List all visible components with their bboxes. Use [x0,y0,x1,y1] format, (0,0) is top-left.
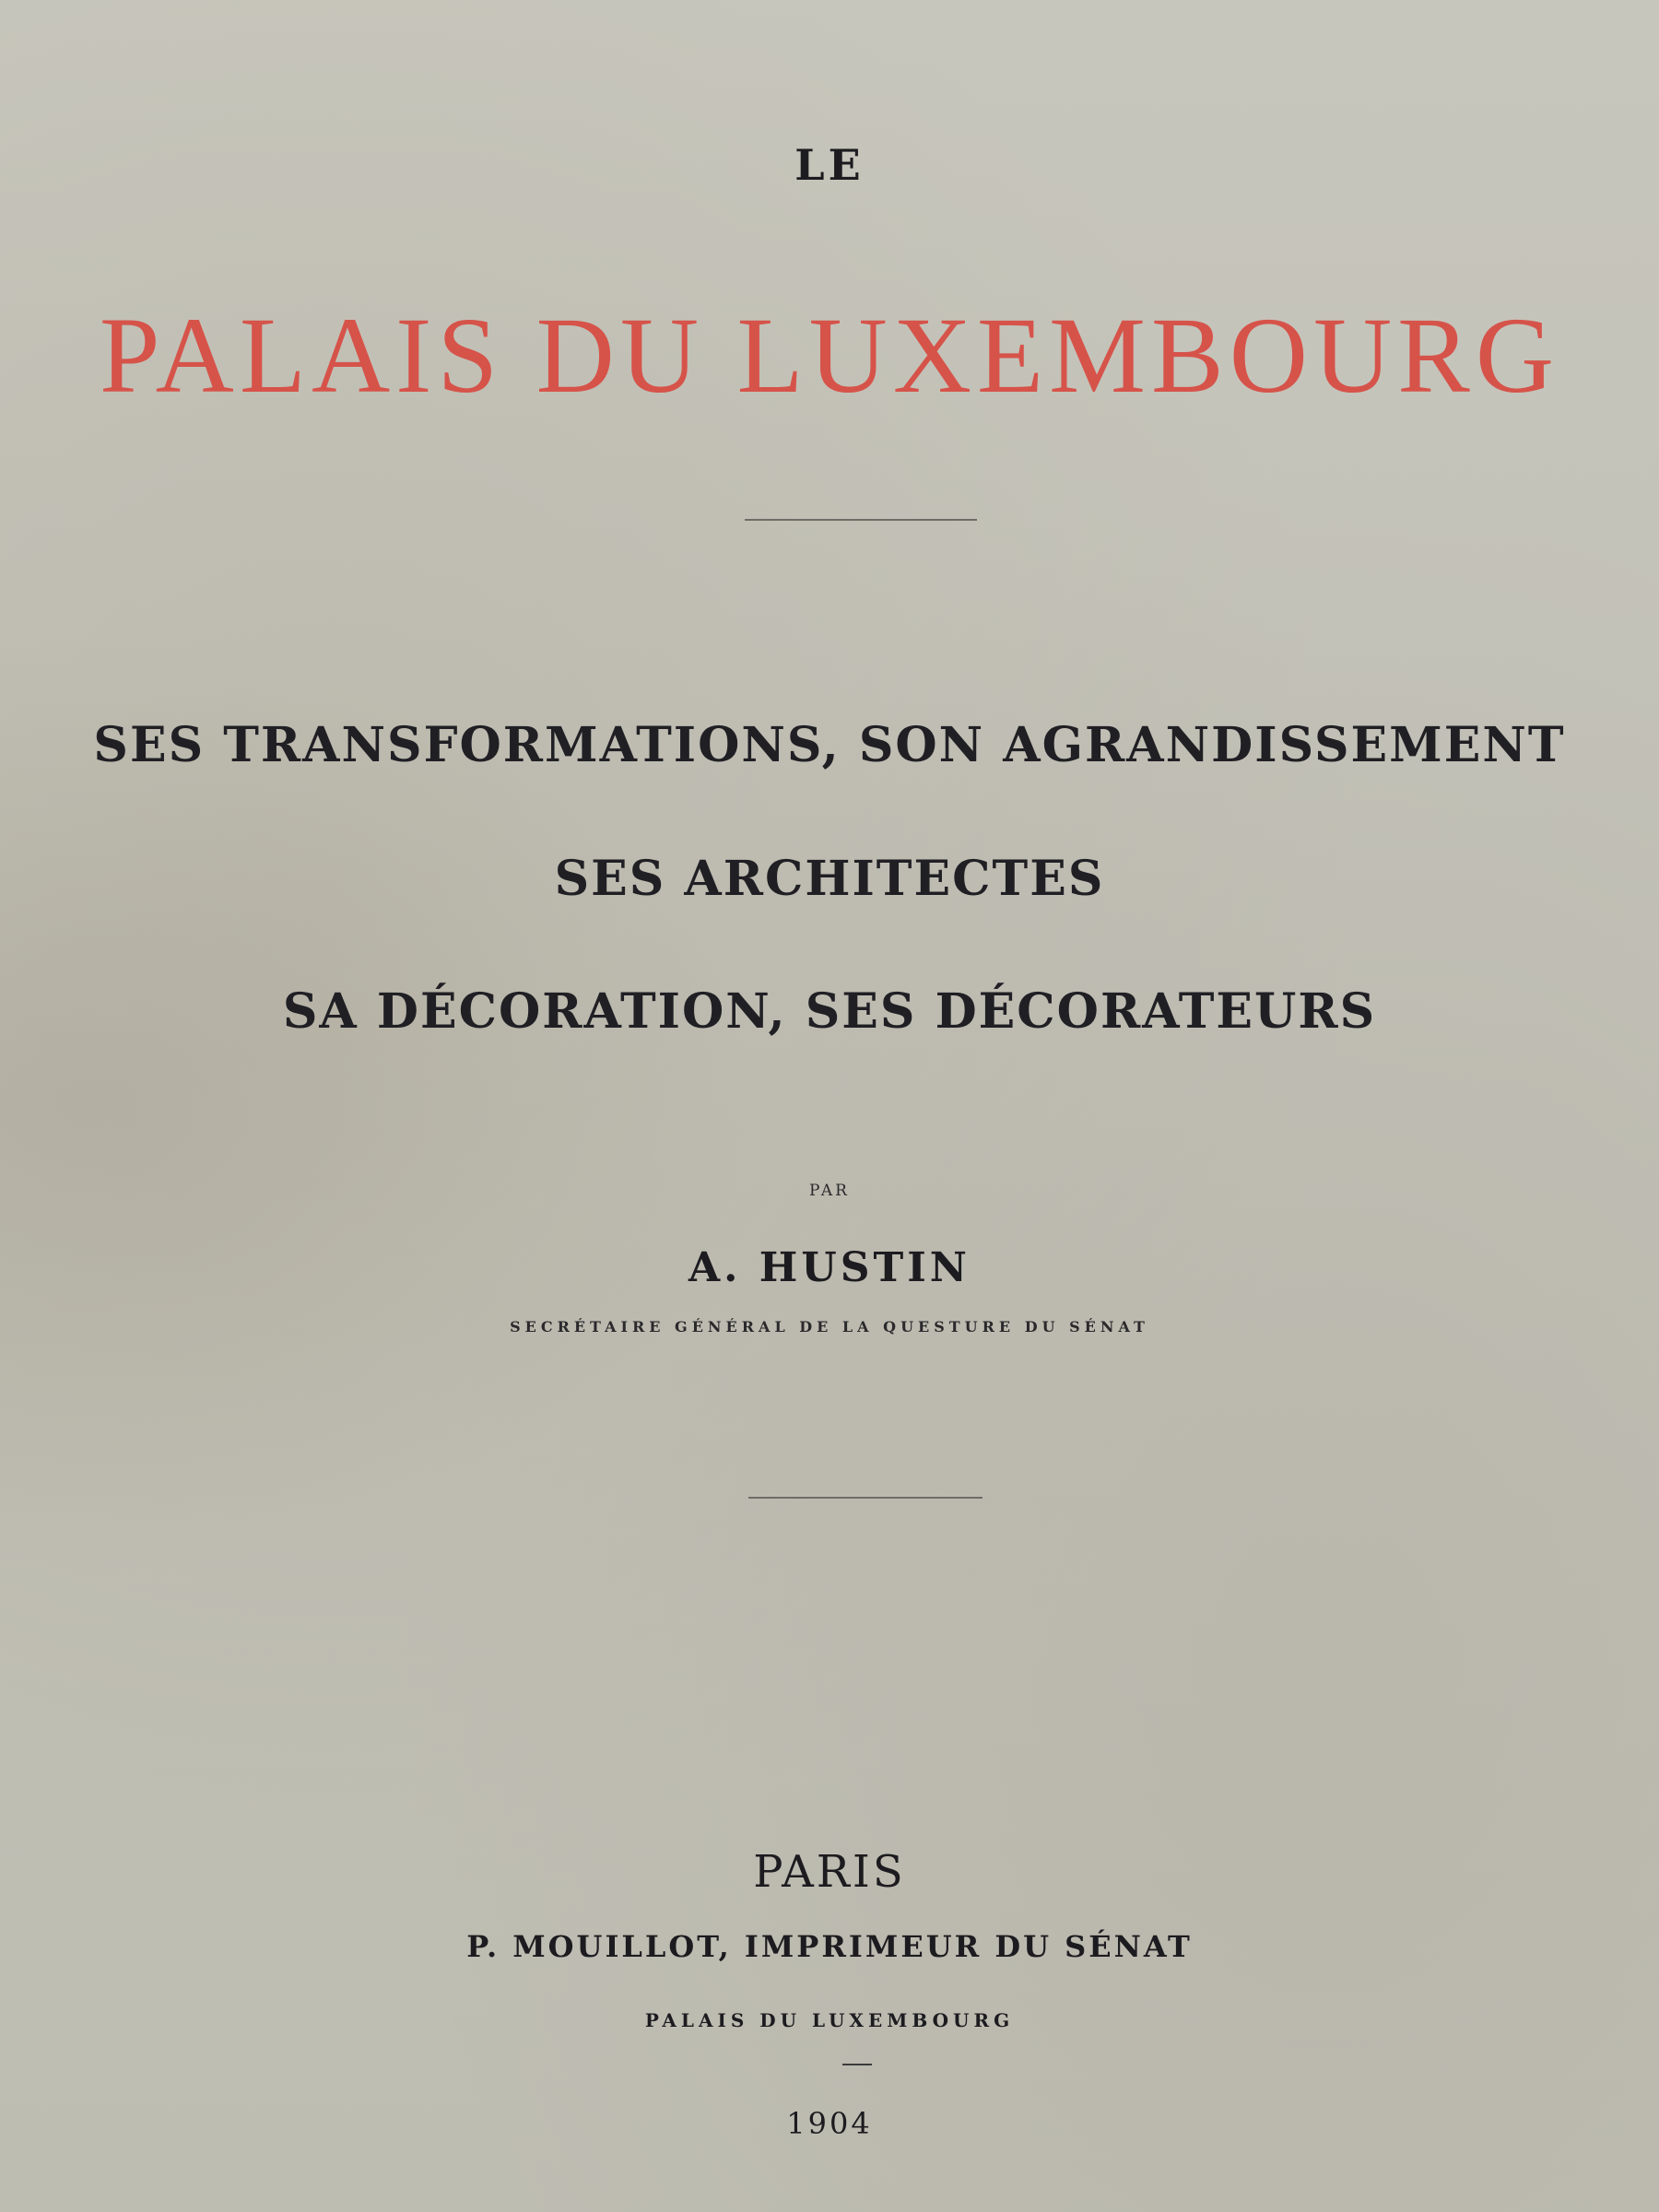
imprint-address: PALAIS DU LUXEMBOURG [644,2009,1015,2031]
author-name: A. HUSTIN [688,1244,971,1291]
by-label: PAR [809,1182,850,1200]
subtitle-line-1: SES TRANSFORMATIONS, SON AGRANDISSEMENT [93,717,1566,773]
subtitle-line-2: SES ARCHITECTES [554,851,1105,907]
imprint-city: PARIS [753,1846,906,1898]
title-article: LE [794,140,865,190]
imprint-printer: P. MOUILLOT, IMPRIMEUR DU SÉNAT [466,1929,1193,1964]
main-title: PALAIS DU LUXEMBOURG [99,295,1560,416]
imprint-dash [842,2064,872,2065]
imprint-year: 1904 [786,2106,873,2141]
separator-rule-bottom [748,1497,982,1499]
separator-rule-top [745,519,977,521]
subtitle-line-3: SA DÉCORATION, SES DÉCORATEURS [282,983,1377,1040]
author-role: SECRÉTAIRE GÉNÉRAL DE LA QUESTURE DU SÉNAT [510,1318,1149,1335]
